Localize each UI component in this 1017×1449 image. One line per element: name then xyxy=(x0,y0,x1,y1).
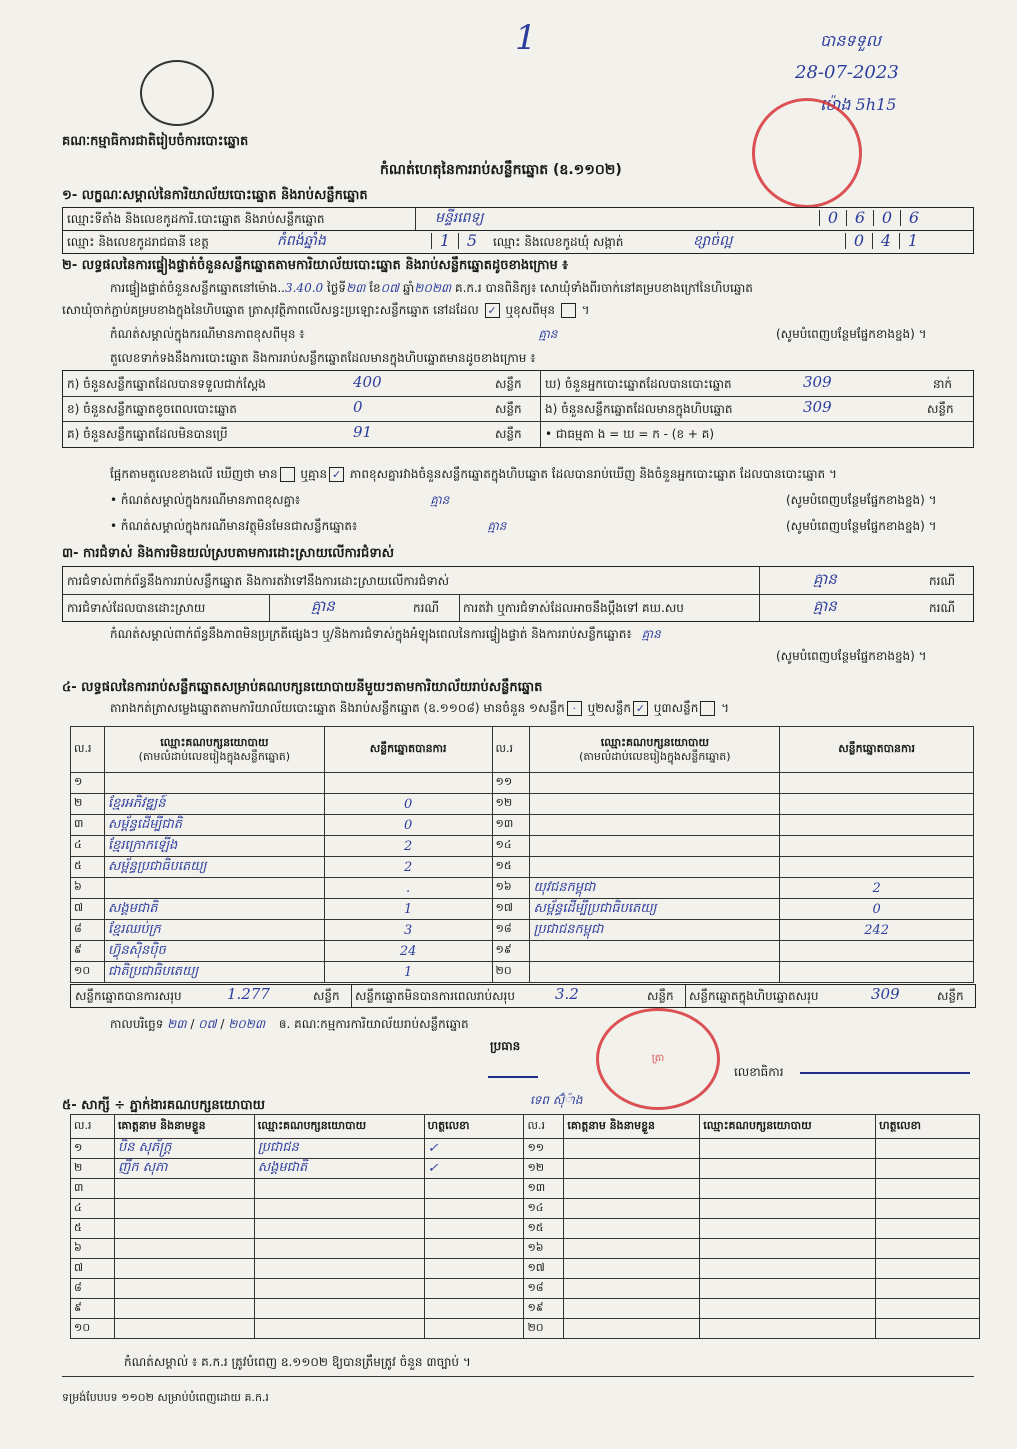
received-date: 28-07-2023 xyxy=(795,62,899,83)
form-title: កំណត់ហេតុនៃការរាប់សន្លឹកឆ្នោត (ឧ.១១០២) xyxy=(380,162,622,178)
has-diff-checkbox[interactable] xyxy=(280,467,295,482)
section4-heading: ៤- លទ្ធផលនៃការរាប់សន្លឹកឆ្នោតសម្រាប់គណបក្សនយោបាយនីមួយៗតាមការិយាល័យរាប់សន្លឹកឆ្នោត xyxy=(62,680,543,695)
witness-name xyxy=(564,1199,700,1219)
ko-value: 91 xyxy=(353,423,373,441)
footer-text: ទម្រង់បែបបទ ១១០២ សម្រាប់បំពេញដោយ គ.ក.រ xyxy=(62,1391,269,1404)
witness-name xyxy=(114,1319,254,1339)
witness-name xyxy=(114,1179,254,1199)
s1-r1-value: មន្ទីរពេទ្យ xyxy=(435,210,484,226)
row-number: ២០ xyxy=(524,1319,564,1339)
vote-count: 0 xyxy=(780,899,974,920)
party-name: សម្ព័ន្ធដើម្បីជាតិ xyxy=(104,815,324,836)
table-row xyxy=(71,899,974,920)
row-number: ២០ xyxy=(492,962,530,983)
k-value: 400 xyxy=(353,373,382,391)
table-row xyxy=(71,857,974,878)
s1-r2-code2: 0 4 1 xyxy=(845,233,926,249)
vote-count xyxy=(780,836,974,857)
row-number: ៣ xyxy=(71,815,105,836)
table-row xyxy=(71,1159,980,1179)
section2-heading: ២- លទ្ធផលនៃការផ្ទៀងផ្ទាត់ចំនួនសន្លឹកឆ្នោតតាមការិយាល័យបោះឆ្នោត និងរាប់សន្លឹកឆ្នោតដូចខាងក្រោម ៖ xyxy=(62,258,568,273)
witness-signature xyxy=(876,1219,980,1239)
row-number: ១៧ xyxy=(492,899,530,920)
s4-date: កាលបរិច្ឆេទ ២៣ / ០៧ / ២០២៣ ឲ. គណៈកម្មការការិយាល័យរាប់សន្លឹកឆ្នោត xyxy=(110,1017,469,1031)
three-sheet-checkbox[interactable] xyxy=(700,701,715,716)
witness-signature xyxy=(424,1179,524,1199)
section1-heading: ១- លក្ខណៈសម្គាល់នៃការិយាល័យបោះឆ្នោត និងរាប់សន្លឹកឆ្នោត xyxy=(62,188,368,203)
row-number: ១៧ xyxy=(524,1259,564,1279)
s1-r2-value2: ខ្សាច់ល្អ xyxy=(693,233,733,249)
s2-time: 3.40.0 xyxy=(284,281,324,295)
received-label: បានទទួល xyxy=(820,31,881,50)
witness-party xyxy=(254,1319,424,1339)
witness-signature xyxy=(876,1299,980,1319)
row-number: ៤ xyxy=(71,1199,115,1219)
row-number: ៨ xyxy=(71,1279,115,1299)
two-sheet-checkbox[interactable]: ✓ xyxy=(633,701,648,716)
row-number: ៩ xyxy=(71,1299,115,1319)
vote-count xyxy=(780,962,974,983)
vote-count xyxy=(780,773,974,794)
witness-name xyxy=(114,1239,254,1259)
party-name: សង្គមជាតិ xyxy=(104,899,324,920)
row-number: ៣ xyxy=(71,1179,115,1199)
witness-name xyxy=(114,1279,254,1299)
witness-signature xyxy=(876,1279,980,1299)
table-row xyxy=(71,1279,980,1299)
witness-signature xyxy=(876,1319,980,1339)
vote-count xyxy=(324,773,492,794)
total-invalid: 3.2 xyxy=(555,985,579,1003)
witness-signature xyxy=(424,1199,524,1219)
witness-name xyxy=(564,1239,700,1259)
no-diff-checkbox[interactable]: ✓ xyxy=(329,467,344,482)
table-row xyxy=(71,1259,980,1279)
table-row xyxy=(71,1239,980,1259)
row-number: ៧ xyxy=(71,899,105,920)
s2-note3: • កំណត់សម្គាល់ក្នុងករណីមានវត្ថុមិនមែនជាសន្លឹកឆ្នោត៖ គ្មាន xyxy=(110,519,507,533)
row-number: ៤ xyxy=(71,836,105,857)
s5-note: កំណត់សម្គាល់ ៖ គ.ក.រ ត្រូវបំពេញ ឧ.១១០២ ឱ្យបានត្រឹមត្រូវ ចំនួន ៣ច្បាប់ ។ xyxy=(124,1355,471,1369)
col-votes: សន្លឹកឆ្នោតបានការ xyxy=(324,727,492,773)
s2-fill-hint1: (សូមបំពេញបន្ថែមផ្នែកខាងខ្នង) ។ xyxy=(776,327,927,341)
s1-row2 xyxy=(62,230,974,254)
witness-signature xyxy=(424,1279,524,1299)
total-valid: 1.277 xyxy=(227,985,270,1003)
witness-party xyxy=(700,1179,876,1199)
row-number: ១៦ xyxy=(524,1239,564,1259)
row-number: ៧ xyxy=(71,1259,115,1279)
s2-based: ផ្អែកតាមតួលេខខាងលើ ឃើញថា មាន ឬគ្មាន ✓ ភាពខុសគ្នារវាងចំនួនសន្លឹកឆ្នោតក្នុងហិបឆ្នោត ដែលបានរាប់ឃើញ និងចំនួនអ្នកបោះឆ្នោត ដែលបានបោះឆ្នោត ។ xyxy=(110,467,837,481)
gh-value: 309 xyxy=(803,373,832,391)
party-name: សម្ព័ន្ធប្រជាធិបតេយ្យ xyxy=(104,857,324,878)
col-name: គោត្តនាម និងនាមខ្លួន xyxy=(114,1115,254,1139)
vote-count xyxy=(780,815,974,836)
vote-count: 2 xyxy=(324,836,492,857)
witness-signature xyxy=(424,1239,524,1259)
party-name xyxy=(530,836,780,857)
row-number: ១៣ xyxy=(524,1179,564,1199)
vote-count: 2 xyxy=(324,857,492,878)
party-name xyxy=(530,794,780,815)
witness-name xyxy=(564,1299,700,1319)
s1-row1 xyxy=(62,207,974,231)
election-form-page: 1 គណៈកម្មាធិការជាតិរៀបចំការបោះឆ្នោត បានទទួល 28-07-2023 ម៉ោង 5h15 កំណត់ហេតុនៃការរាប់សន្លឹកឆ្នោត (ឧ.១១០២) ១- លក្ខណៈសម្គាល់នៃការិយាល័យបោះឆ្នោត និងរាប់សន្លឹកឆ្នោត ឈ្មោះទីតាំង និងលេខកូដការិ.បោះឆ្នោត និងរាប់សន្លឹកឆ្នោត មន្ទីរពេទ្យ 0 6 0 6 ឈ្មោះ និងលេខកូដរាជធានី ខេត្ត កំពង់ឆ្នាំង 1 5 ឈ្មោះ និងលេខកូដឃុំ សង្កាត់ ខ្សាច់ល្អ 0 4 1 ២- លទ្ធផលនៃការផ្ទៀងផ្ទាត់ចំនួនសន្លឹកឆ្នោតតាមការិយាល័យបោះឆ្នោត និងរាប់សន្លឹកឆ្នោតដូចខាងក្រោម ៖ ការផ្ទៀងផ្ទាត់ចំនួនសន្លឹកឆ្នោតនៅម៉ោង..3.40.0 ថ្ងៃទី២៣ ខែ០៧ ឆ្នាំ២០២៣ គ.ក.រ បានពិនិត្យ៖ សោឃុំទាំងពីរចាក់នៅគម្របខាងក្រៅនៃហិបឆ្នោត សោឃុំចាក់ភ្ជាប់គម្របខាងក្នុងនៃហិបឆ្នោត ត្រាសុវត្ថិភាពលើសន្ធះប្រឡោះសន្លឹកឆ្នោត នៅដដែល ✓ ឬខុសពីមុន ។ កំណត់សម្គាល់ក្នុងករណីមានភាពខុសពីមុន ៖ គ្មាន (សូមបំពេញបន្ថែមផ្នែកខាងខ្នង) ។ តួលេខទាក់ទងនឹងការបោះឆ្នោត និងការរាប់សន្លឹកឆ្នោតដែលមានក្នុងហិបឆ្នោតមានដូចខាងក្រោម ៖ ក) ចំនួនសន្លឹកឆ្នោតដែលបានទទួលជាក់ស្ដែង 400 សន្លឹក ខ) ចំនួនសន្លឹកឆ្នោតខូចពេលបោះឆ្នោត 0 សន្លឹក គ) ចំនួនសន្លឹកឆ្នោតដែលមិនបានប្រើ 91 សន្លឹក ឃ) ចំនួនអ្នកបោះឆ្នោតដែលបានបោះឆ្នោត 309 នាក់ ង) ចំនួនសន្លឹកឆ្នោតដែលមានក្នុងហិបឆ្នោត 309 សន្លឹក • ជាធម្មតា ង = ឃ = ក - (ខ + គ) ផ្អែកតាមតួលេខខាងលើ ឃើញថា មាន ឬគ្មាន ✓ ភាពខុសគ្នារវាងចំនួនសន្លឹកឆ្នោតក្នុងហិបឆ្នោត ដែលបានរាប់ឃើញ និងចំនួនអ្នកបោះឆ្នោត ដែលបានបោះឆ្នោត ។ • កំណត់សម្គាល់ក្នុងករណីមានភាពខុសគ្នា៖ គ្មាន (សូមបំពេញបន្ថែមផ្នែកខាងខ្នង) ។ • កំណត់សម្គាល់ក្នុងករណីមានវត្ថុមិនមែនជាសន្លឹកឆ្នោត៖ គ្មាន (សូមបំពេញបន្ថែមផ្នែកខាងខ្នង) ។ ៣- ការជំទាស់ និងការមិនយល់ស្របតាមការដោះស្រាយលើការជំទាស់ ការជំទាស់ពាក់ព័ន្ធនឹងការរាប់សន្លឹកឆ្នោត និងការតវ៉ាទៅនឹងការដោះស្រាយលើការជំទាស់ គ្មាន ករណី ការជំទាស់ដែលបានដោះស្រាយ គ្មាន ករណី ការតវ៉ា ឬការជំទាស់ដែលអាចនឹងប្ដឹងទៅ គឃ.សប គ្មាន ករណី កំណត់សម្គាល់ពាក់ព័ន្ធនឹងភាពមិនប្រក្រតីផ្សេងៗ ឬ/និងការជំទាស់ក្នុងអំឡុងពេលនៃការផ្ទៀងផ្ទាត់ និងការរាប់សន្លឹកឆ្នោត៖ គ្មាន (សូមបំពេញបន្ថែមផ្នែកខាងខ្នង) ។ ៤- លទ្ធផលនៃការរាប់សន្លឹកឆ្នោតសម្រាប់គណបក្សនយោបាយនីមួយៗតាមការិយាល័យរាប់សន្លឹកឆ្នោត តារាងកត់ត្រាសម្លេងឆ្នោតតាមការិយាល័យបោះឆ្នោត និងរាប់សន្លឹកឆ្នោត (ឧ.១១០៨) មានចំនួន ១សន្លឹក · ឬ២សន្លឹក ✓ ឬ៣សន្លឹក ។ ល.រ ឈ្មោះគណបក្សនយោបាយ (តាមលំដាប់លេខរៀងក្នុងសន្លឹកឆ្នោត) សន្លឹកឆ្នោតបានការ ល.រ ឈ្មោះគណបក្សនយោបាយ (តាមលំដាប់លេខរៀងក្នុងសន្លឹកឆ្នោត) សន្លឹកឆ្នោតបានការ ១ ១១ ២ ខ្មែរអភិវឌ្ឍន៍ 0 ១២ ៣ សម្ព័ន្ធដើម្បីជាតិ 0 ១៣ ៤ ខ្មែរក្រោកឡើង 2 ១៤ ៥ សម្ព័ន្ធប្រជាធិបតេយ្យ 2 ១៥ ៦ . ១៦ យុវជនកម្ពុជា 2 ៧ សង្គមជាតិ 1 ១៧ សម្ព័ន្ធដើម្បីប្រជាធិបតេយ្យ 0 ៨ ខ្មែរឈប់ក្រ 3 ១៨ ប្រជាជនកម្ពុជា 242 ៩ ហ៊្វុនស៊ិនប៉ិច 24 ១៩ ១០ ជាតិប្រជាធិបតេយ្យ 1 ២០ សន្លឹកឆ្នោតបានការសរុប 1.277 សន្លឹក សន្លឹកឆ្នោតមិនបានការពេលរាប់សរុប 3.2 សន្លឹក សន្លឹកឆ្នោតក្នុងហិបឆ្នោតសរុប 309 សន្លឹក កាលបរិច្ឆេទ ២៣ / ០៧ / ២០២៣ ឲ. គណៈកម្មការការិយាល័យរាប់សន្លឹកឆ្នោត ប្រធាន ត្រា លេខាធិការ ទេព ស៊ុំ៉ាង ៥- សាក្សី ÷ ភ្នាក់ងារគណបក្សនយោបាយ ល.រ គោត្តនាម និងនាមខ្លួន ឈ្មោះគណបក្សនយោបាយ ហត្ថលេខា ល.រ គោត្តនាម និងនាមខ្លួន ឈ្មោះគណបក្សនយោបាយ ហត្ថលេខា ១ បិន សុភ័ក្ត្រ ប្រជាជន ✓ ១១ ២ ញឹក សុភា សង្គមជាតិ ✓ ១២ ៣ ១៣ ៤ ១៤ ៥ ១៥ ៦ ១៦ ៧ ១៧ ៨ ១៨ ៩ ១៩ ១០ ២០ កំណត់សម្គាល់ ៖ គ.ក.រ ត្រូវបំពេញ ឧ.១១០២ ឱ្យបានត្រឹមត្រូវ ចំនួន ៣ច្បាប់ ។ ទម្រង់បែបបទ ១១០២ សម្រាប់បំពេញដោយ គ.ក.រ xyxy=(0,0,1017,1449)
table-row xyxy=(71,794,974,815)
s1-r2-value: កំពង់ឆ្នាំង xyxy=(277,233,326,249)
row-number: ២ xyxy=(71,794,105,815)
party-name: ជាតិប្រជាធិបតេយ្យ xyxy=(104,962,324,983)
witness-name xyxy=(564,1259,700,1279)
row-number: ១ xyxy=(71,1139,115,1159)
witness-party xyxy=(700,1219,876,1239)
party-name xyxy=(530,857,780,878)
witness-signature xyxy=(424,1219,524,1239)
col-party: ឈ្មោះគណបក្សនយោបាយ (តាមលំដាប់លេខរៀងក្នុងសន្លឹកឆ្នោត) xyxy=(104,727,324,773)
witness-party xyxy=(700,1279,876,1299)
s3-table: ការជំទាស់ពាក់ព័ន្ធនឹងការរាប់សន្លឹកឆ្នោត និងការតវ៉ាទៅនឹងការដោះស្រាយលើការជំទាស់ គ្មាន ករណី ការជំទាស់ដែលបានដោះស្រាយ គ្មាន ករណី ការតវ៉ា ឬការជំទាស់ដែលអាចនឹងប្ដឹងទៅ គឃ.សប គ្មាន ករណី xyxy=(62,566,974,622)
vote-count: 0 xyxy=(324,794,492,815)
party-name xyxy=(104,773,324,794)
witness-signature xyxy=(424,1259,524,1279)
party-name xyxy=(530,962,780,983)
vote-count xyxy=(780,941,974,962)
section3-heading: ៣- ការជំទាស់ និងការមិនយល់ស្របតាមការដោះស្រាយលើការជំទាស់ xyxy=(62,546,394,561)
table-row xyxy=(71,920,974,941)
vote-count: 3 xyxy=(324,920,492,941)
witness-name xyxy=(564,1279,700,1299)
official-stamp-top xyxy=(752,98,862,208)
table-row xyxy=(71,773,974,794)
witness-name xyxy=(564,1159,700,1179)
row-number: ១៦ xyxy=(492,878,530,899)
party-results-table: ល.រ ឈ្មោះគណបក្សនយោបាយ (តាមលំដាប់លេខរៀងក្នុងសន្លឹកឆ្នោត) សន្លឹកឆ្នោតបានការ ល.រ ឈ្មោះគណបក្សនយោបាយ (តាមលំដាប់លេខរៀងក្នុងសន្លឹកឆ្នោត) សន្លឹកឆ្នោតបានការ ១ ១១ ២ ខ្មែរអភិវឌ្ឍន៍ 0 ១២ ៣ សម្ព័ន្ធដើម្បីជាតិ 0 ១៣ ៤ ខ្មែរក្រោកឡើង 2 ១៤ ៥ សម្ព័ន្ធប្រជាធិបតេយ្យ 2 ១៥ ៦ . ១៦ យុវជនកម្ពុជា 2 ៧ សង្គមជាតិ 1 ១៧ សម្ព័ន្ធដើម្បីប្រជាធិបតេយ្យ 0 ៨ ខ្មែរឈប់ក្រ 3 ១៨ ប្រជាជនកម្ពុជា 242 ៩ ហ៊្វុនស៊ិនប៉ិច 24 ១៩ ១០ ជាតិប្រជាធិបតេយ្យ 1 ២០ xyxy=(70,726,974,983)
witness-party xyxy=(700,1159,876,1179)
party-name xyxy=(104,878,324,899)
s3-note: កំណត់សម្គាល់ពាក់ព័ន្ធនឹងភាពមិនប្រក្រតីផ្សេងៗ ឬ/និងការជំទាស់ក្នុងអំឡុងពេលនៃការផ្ទៀងផ្ទាត់ និងការរាប់សន្លឹកឆ្នោត៖ គ្មាន xyxy=(110,627,661,641)
row-number: ១០ xyxy=(71,1319,115,1339)
table-row xyxy=(71,1139,980,1159)
vote-count: 0 xyxy=(324,815,492,836)
table-row xyxy=(71,1179,980,1199)
changed-checkbox[interactable] xyxy=(561,303,576,318)
col-no: ល.រ xyxy=(71,727,105,773)
chair-signature xyxy=(488,1062,538,1078)
row-number: ៥ xyxy=(71,1219,115,1239)
witness-party xyxy=(254,1219,424,1239)
party-name xyxy=(530,815,780,836)
table-row xyxy=(71,878,974,899)
row-number: ១៤ xyxy=(492,836,530,857)
party-name: ប្រជាជនកម្ពុជា xyxy=(530,920,780,941)
s2-note1: កំណត់សម្គាល់ក្នុងករណីមានភាពខុសពីមុន ៖ គ្មាន xyxy=(110,327,558,341)
vote-count xyxy=(780,857,974,878)
witness-signature xyxy=(876,1259,980,1279)
s1-r2-label: ឈ្មោះ និងលេខកូដរាជធានី ខេត្ត xyxy=(67,235,209,249)
witness-name xyxy=(564,1319,700,1339)
witness-signature: ✓ xyxy=(424,1139,524,1159)
witness-name xyxy=(114,1299,254,1319)
vote-count: 2 xyxy=(780,878,974,899)
chair-label: ប្រធាន xyxy=(490,1039,521,1053)
s2-line2: សោឃុំចាក់ភ្ជាប់គម្របខាងក្នុងនៃហិបឆ្នោត ត្រាសុវត្ថិភាពលើសន្ធះប្រឡោះសន្លឹកឆ្នោត នៅដដែល ✓ ឬខុសពីមុន ។ xyxy=(62,303,590,317)
s3-r1-value: គ្មាន xyxy=(813,570,837,588)
witness-party xyxy=(254,1179,424,1199)
unchanged-checkbox[interactable]: ✓ xyxy=(485,303,500,318)
witness-party xyxy=(700,1199,876,1219)
s1-r2-label2: ឈ្មោះ និងលេខកូដឃុំ សង្កាត់ xyxy=(493,235,624,249)
party-name: យុវជនកម្ពុជា xyxy=(530,878,780,899)
s3-r2-value: គ្មាន xyxy=(311,597,335,615)
vote-count: 242 xyxy=(780,920,974,941)
witness-name xyxy=(564,1219,700,1239)
witness-party xyxy=(254,1199,424,1219)
witness-party xyxy=(700,1139,876,1159)
witness-signature xyxy=(876,1179,980,1199)
emblem-logo xyxy=(140,60,214,126)
s2-note2: • កំណត់សម្គាល់ក្នុងករណីមានភាពខុសគ្នា៖ គ្មាន xyxy=(110,493,450,507)
witness-signature xyxy=(424,1319,524,1339)
row-number: ១២ xyxy=(524,1159,564,1179)
row-number: ១១ xyxy=(524,1139,564,1159)
formula: • ជាធម្មតា ង = ឃ = ក - (ខ + គ) xyxy=(545,427,715,441)
witness-party xyxy=(254,1299,424,1319)
witness-name: ញឹក សុភា xyxy=(114,1159,254,1179)
party-name: ខ្មែរអភិវឌ្ឍន៍ xyxy=(104,794,324,815)
witness-party: ប្រជាជន xyxy=(254,1139,424,1159)
witness-signature xyxy=(876,1159,980,1179)
row-number: ១១ xyxy=(492,773,530,794)
kh-value: 0 xyxy=(353,398,363,416)
s2-line1: ការផ្ទៀងផ្ទាត់ចំនួនសន្លឹកឆ្នោតនៅម៉ោង..3.40.0 ថ្ងៃទី២៣ ខែ០៧ ឆ្នាំ២០២៣ គ.ក.រ បានពិនិត្យ៖ សោឃុំទាំងពីរចាក់នៅគម្របខាងក្រៅនៃហិបឆ្នោត xyxy=(110,281,753,295)
vote-count: 1 xyxy=(324,962,492,983)
s4-totals: សន្លឹកឆ្នោតបានការសរុប 1.277 សន្លឹក សន្លឹកឆ្នោតមិនបានការពេលរាប់សរុប 3.2 សន្លឹក សន្លឹកឆ្នោតក្នុងហិបឆ្នោតសរុប 309 សន្លឹក xyxy=(70,984,976,1008)
table-row xyxy=(71,815,974,836)
s2-intro: តួលេខទាក់ទងនឹងការបោះឆ្នោត និងការរាប់សន្លឹកឆ្នោតដែលមានក្នុងហិបឆ្នោតមានដូចខាងក្រោម ៖ xyxy=(110,351,536,365)
party-name: ខ្មែរក្រោកឡើង xyxy=(104,836,324,857)
row-number: ១៨ xyxy=(492,920,530,941)
table-row xyxy=(71,941,974,962)
s1-r1-code: 0 6 0 6 xyxy=(819,210,927,226)
s1-r2-code: 1 5 xyxy=(431,233,485,249)
witness-name xyxy=(114,1259,254,1279)
vote-count: 24 xyxy=(324,941,492,962)
table-row xyxy=(71,1219,980,1239)
row-number: ៥ xyxy=(71,857,105,878)
row-number: ៦ xyxy=(71,878,105,899)
secretary-label: លេខាធិការ xyxy=(734,1065,784,1079)
s1-r1-label: ឈ្មោះទីតាំង និងលេខកូដការិ.បោះឆ្នោត និងរាប់សន្លឹកឆ្នោត xyxy=(67,212,325,226)
witness-signature xyxy=(876,1199,980,1219)
witness-signature xyxy=(424,1299,524,1319)
row-number: ១៤ xyxy=(524,1199,564,1219)
s3-r2-value2: គ្មាន xyxy=(813,597,837,615)
vote-count: . xyxy=(324,878,492,899)
table-row xyxy=(71,1319,980,1339)
table-row xyxy=(71,962,974,983)
ng-value: 309 xyxy=(803,398,832,416)
table-row xyxy=(71,1199,980,1219)
witness-party xyxy=(254,1279,424,1299)
s4-sub: តារាងកត់ត្រាសម្លេងឆ្នោតតាមការិយាល័យបោះឆ្នោត និងរាប់សន្លឹកឆ្នោត (ឧ.១១០៨) មានចំនួន ១សន្លឹក · ឬ២សន្លឹក ✓ ឬ៣សន្លឹក ។ xyxy=(110,701,730,715)
witness-name xyxy=(114,1219,254,1239)
table-row xyxy=(71,836,974,857)
one-sheet-checkbox[interactable]: · xyxy=(567,701,582,716)
org-name: គណៈកម្មាធិការជាតិរៀបចំការបោះឆ្នោត xyxy=(62,134,249,149)
witness-party xyxy=(700,1299,876,1319)
table-row xyxy=(71,1299,980,1319)
witness-party: សង្គមជាតិ xyxy=(254,1159,424,1179)
witness-name xyxy=(564,1179,700,1199)
s2-figures-table: ក) ចំនួនសន្លឹកឆ្នោតដែលបានទទួលជាក់ស្ដែង 400 សន្លឹក ខ) ចំនួនសន្លឹកឆ្នោតខូចពេលបោះឆ្នោត 0 សន្លឹក គ) ចំនួនសន្លឹកឆ្នោតដែលមិនបានប្រើ 91 សន្លឹក ឃ) ចំនួនអ្នកបោះឆ្នោតដែលបានបោះឆ្នោត 309 នាក់ ង) ចំនួនសន្លឹកឆ្នោតដែលមានក្នុងហិបឆ្នោត 309 សន្លឹក • ជាធម្មតា ង = ឃ = ក - (ខ + គ) xyxy=(62,370,974,448)
party-name xyxy=(530,773,780,794)
row-number: ១២ xyxy=(492,794,530,815)
official-stamp-bottom: ត្រា xyxy=(596,1008,720,1110)
witness-signature xyxy=(876,1239,980,1259)
party-name: សម្ព័ន្ធដើម្បីប្រជាធិបតេយ្យ xyxy=(530,899,780,920)
witness-name xyxy=(564,1139,700,1159)
row-number: ២ xyxy=(71,1159,115,1179)
witness-party xyxy=(700,1319,876,1339)
row-number: ៨ xyxy=(71,920,105,941)
page-number: 1 xyxy=(515,18,537,58)
row-number: ៩ xyxy=(71,941,105,962)
secretary-signature xyxy=(800,1054,970,1074)
row-number: ១៣ xyxy=(492,815,530,836)
row-number: ១៩ xyxy=(524,1299,564,1319)
witness-party xyxy=(254,1259,424,1279)
witness-name xyxy=(114,1199,254,1219)
total-box: 309 xyxy=(871,985,900,1003)
row-number: ៦ xyxy=(71,1239,115,1259)
row-number: ១៩ xyxy=(492,941,530,962)
witness-signature: ✓ xyxy=(424,1159,524,1179)
row-number: ១០ xyxy=(71,962,105,983)
chair-name: ទេព ស៊ុំ៉ាង xyxy=(530,1093,583,1107)
witness-party xyxy=(254,1239,424,1259)
witness-party xyxy=(700,1239,876,1259)
party-name: ខ្មែរឈប់ក្រ xyxy=(104,920,324,941)
witness-name: បិន សុភ័ក្ត្រ xyxy=(114,1139,254,1159)
party-name: ហ៊្វុនស៊ិនប៉ិច xyxy=(104,941,324,962)
row-number: ១ xyxy=(71,773,105,794)
witness-signature xyxy=(876,1139,980,1159)
received-time: ម៉ោង 5h15 xyxy=(820,95,897,114)
row-number: ១៥ xyxy=(492,857,530,878)
witness-party xyxy=(700,1259,876,1279)
party-name xyxy=(530,941,780,962)
row-number: ១៥ xyxy=(524,1219,564,1239)
section5-heading: ៥- សាក្សី ÷ ភ្នាក់ងារគណបក្សនយោបាយ xyxy=(62,1098,265,1113)
vote-count xyxy=(780,794,974,815)
witness-table: ល.រ គោត្តនាម និងនាមខ្លួន ឈ្មោះគណបក្សនយោបាយ ហត្ថលេខា ល.រ គោត្តនាម និងនាមខ្លួន ឈ្មោះគណបក្សនយោបាយ ហត្ថលេខា ១ បិន សុភ័ក្ត្រ ប្រជាជន ✓ ១១ ២ ញឹក សុភា សង្គមជាតិ ✓ ១២ ៣ ១៣ ៤ ១៤ ៥ ១៥ ៦ ១៦ ៧ ១៧ ៨ ១៨ ៩ ១៩ ១០ ២០ xyxy=(70,1114,980,1339)
vote-count: 1 xyxy=(324,899,492,920)
row-number: ១៨ xyxy=(524,1279,564,1299)
